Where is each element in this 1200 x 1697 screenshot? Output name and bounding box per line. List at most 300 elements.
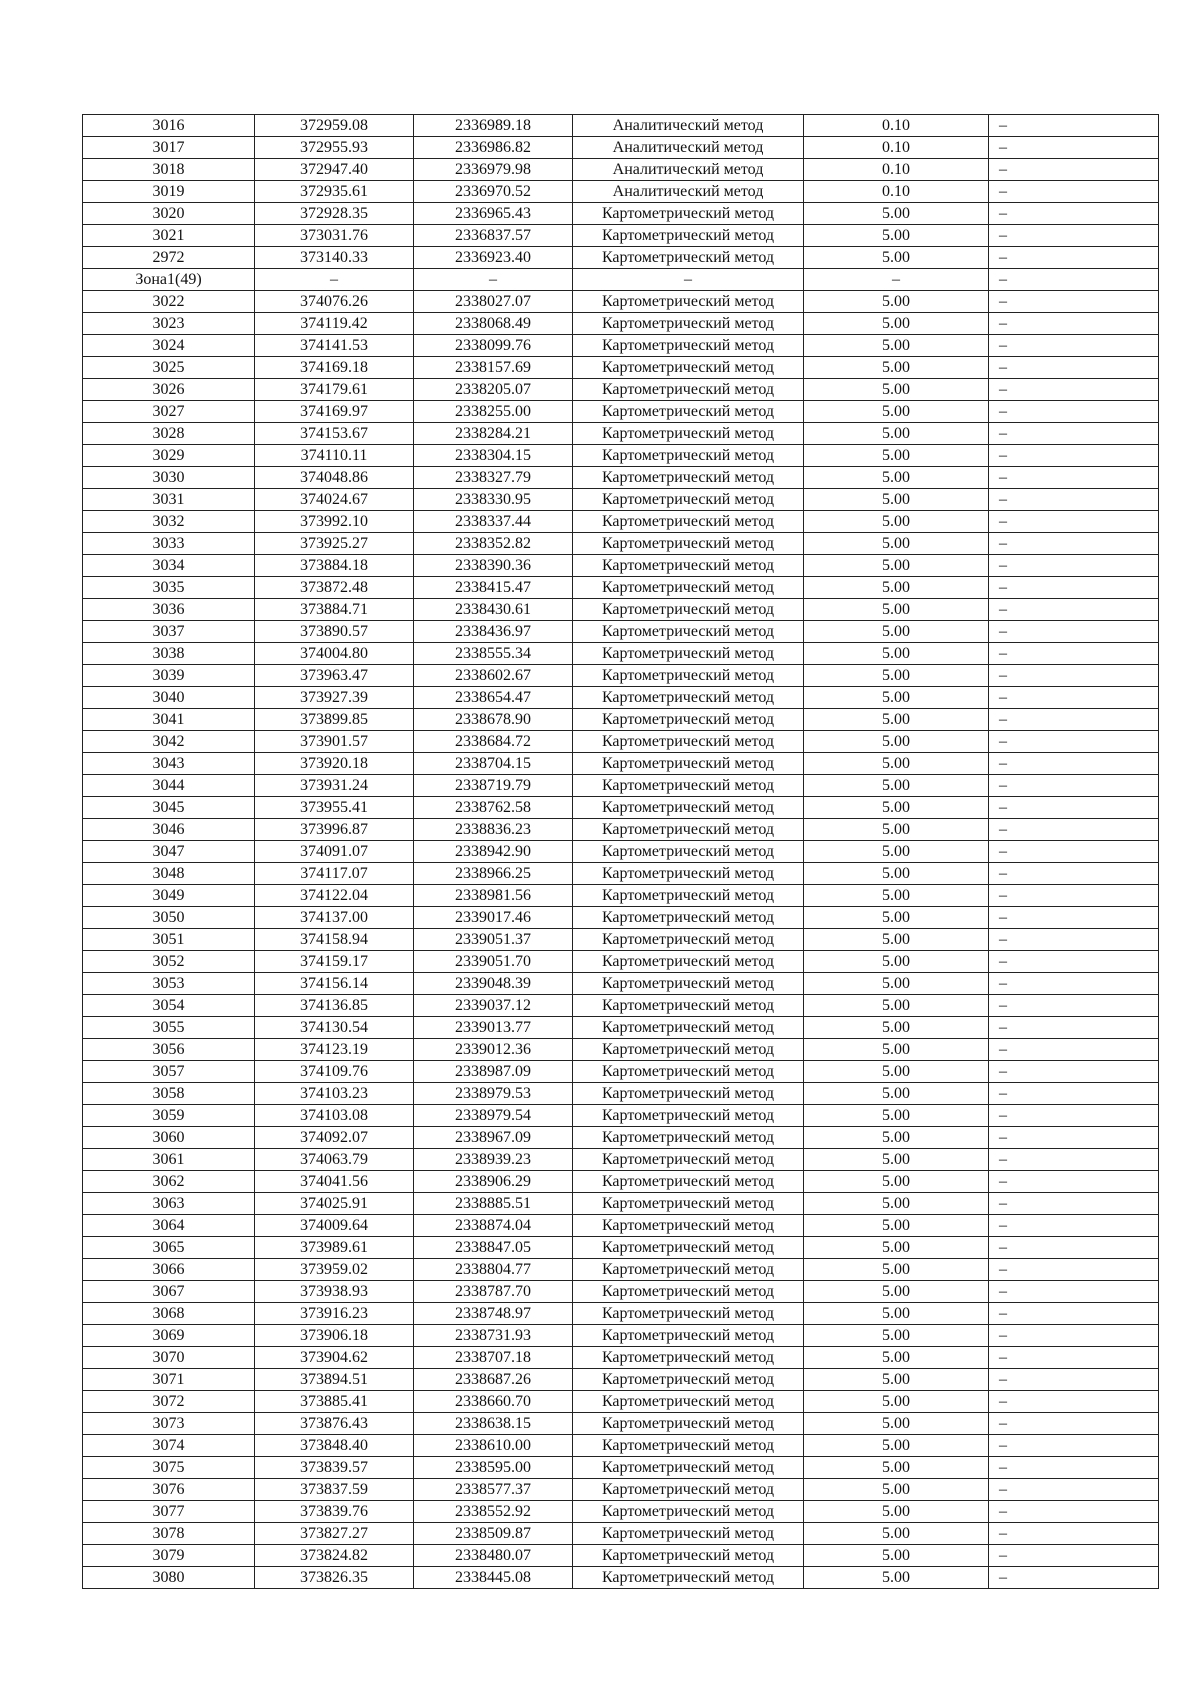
point-number-cell: 3040	[83, 687, 255, 709]
method-cell: Картометрический метод	[573, 1369, 804, 1391]
accuracy-cell: 5.00	[804, 885, 989, 907]
point-number-cell: 3044	[83, 775, 255, 797]
x-coordinate-cell: 373872.48	[255, 577, 414, 599]
note-cell: –	[989, 907, 1159, 929]
accuracy-cell: 5.00	[804, 863, 989, 885]
table-row	[83, 973, 1159, 995]
y-coordinate-cell: 2338687.26	[414, 1369, 573, 1391]
accuracy-cell: 5.00	[804, 291, 989, 313]
point-number-cell: 3025	[83, 357, 255, 379]
x-coordinate-cell: 373826.35	[255, 1567, 414, 1589]
x-coordinate-cell: 373140.33	[255, 247, 414, 269]
method-cell: Картометрический метод	[573, 401, 804, 423]
note-cell: –	[989, 709, 1159, 731]
accuracy-cell: 5.00	[804, 1237, 989, 1259]
accuracy-cell: 5.00	[804, 1127, 989, 1149]
point-number-cell: 3023	[83, 313, 255, 335]
table-row	[83, 1391, 1159, 1413]
point-number-cell: 3053	[83, 973, 255, 995]
note-cell: –	[989, 1105, 1159, 1127]
y-coordinate-cell: 2338577.37	[414, 1479, 573, 1501]
x-coordinate-cell: 373959.02	[255, 1259, 414, 1281]
x-coordinate-cell: 374130.54	[255, 1017, 414, 1039]
point-number-cell: 3070	[83, 1347, 255, 1369]
point-number-cell: 3080	[83, 1567, 255, 1589]
y-coordinate-cell: 2338967.09	[414, 1127, 573, 1149]
point-number-cell: 3058	[83, 1083, 255, 1105]
note-cell: –	[989, 291, 1159, 313]
method-cell: Аналитический метод	[573, 137, 804, 159]
note-cell: –	[989, 731, 1159, 753]
method-cell: Картометрический метод	[573, 1303, 804, 1325]
point-number-cell: 3030	[83, 467, 255, 489]
accuracy-cell: 5.00	[804, 1435, 989, 1457]
accuracy-cell: 5.00	[804, 489, 989, 511]
note-cell: –	[989, 247, 1159, 269]
method-cell: Картометрический метод	[573, 1457, 804, 1479]
table-row	[83, 1149, 1159, 1171]
y-coordinate-cell: 2338847.05	[414, 1237, 573, 1259]
x-coordinate-cell: 373839.76	[255, 1501, 414, 1523]
coordinates-table	[82, 114, 1159, 1589]
x-coordinate-cell: 372947.40	[255, 159, 414, 181]
method-cell: Картометрический метод	[573, 1127, 804, 1149]
note-cell: –	[989, 269, 1159, 291]
point-number-cell: 3068	[83, 1303, 255, 1325]
accuracy-cell: 5.00	[804, 1479, 989, 1501]
note-cell: –	[989, 753, 1159, 775]
y-coordinate-cell: 2338731.93	[414, 1325, 573, 1347]
x-coordinate-cell: 373890.57	[255, 621, 414, 643]
note-cell: –	[989, 1413, 1159, 1435]
table-row	[83, 401, 1159, 423]
table-row	[83, 313, 1159, 335]
method-cell: Картометрический метод	[573, 643, 804, 665]
method-cell: Картометрический метод	[573, 1325, 804, 1347]
accuracy-cell: 5.00	[804, 1149, 989, 1171]
point-number-cell: 3022	[83, 291, 255, 313]
accuracy-cell: 0.10	[804, 159, 989, 181]
note-cell: –	[989, 819, 1159, 841]
note-cell: –	[989, 995, 1159, 1017]
y-coordinate-cell: 2338966.25	[414, 863, 573, 885]
note-cell: –	[989, 467, 1159, 489]
note-cell: –	[989, 1567, 1159, 1589]
y-coordinate-cell: 2338027.07	[414, 291, 573, 313]
method-cell: Картометрический метод	[573, 1083, 804, 1105]
point-number-cell: 3026	[83, 379, 255, 401]
method-cell: Картометрический метод	[573, 577, 804, 599]
point-number-cell: 3027	[83, 401, 255, 423]
accuracy-cell: –	[804, 269, 989, 291]
accuracy-cell: 5.00	[804, 973, 989, 995]
y-coordinate-cell: 2338638.15	[414, 1413, 573, 1435]
x-coordinate-cell: 373904.62	[255, 1347, 414, 1369]
y-coordinate-cell: 2339051.70	[414, 951, 573, 973]
accuracy-cell: 5.00	[804, 819, 989, 841]
x-coordinate-cell: 373927.39	[255, 687, 414, 709]
method-cell: Картометрический метод	[573, 819, 804, 841]
x-coordinate-cell: 374136.85	[255, 995, 414, 1017]
note-cell: –	[989, 1347, 1159, 1369]
point-number-cell: 3052	[83, 951, 255, 973]
point-number-cell: 3071	[83, 1369, 255, 1391]
table-row	[83, 1303, 1159, 1325]
accuracy-cell: 5.00	[804, 1281, 989, 1303]
table-row	[83, 555, 1159, 577]
point-number-cell: 3020	[83, 203, 255, 225]
method-cell: Картометрический метод	[573, 1479, 804, 1501]
y-coordinate-cell: 2338719.79	[414, 775, 573, 797]
accuracy-cell: 5.00	[804, 731, 989, 753]
point-number-cell: 3043	[83, 753, 255, 775]
x-coordinate-cell: 373894.51	[255, 1369, 414, 1391]
accuracy-cell: 5.00	[804, 1391, 989, 1413]
point-number-cell: 3024	[83, 335, 255, 357]
note-cell: –	[989, 1369, 1159, 1391]
note-cell: –	[989, 1303, 1159, 1325]
table-row	[83, 709, 1159, 731]
y-coordinate-cell: 2338939.23	[414, 1149, 573, 1171]
point-number-cell: 3065	[83, 1237, 255, 1259]
note-cell: –	[989, 1193, 1159, 1215]
accuracy-cell: 5.00	[804, 1017, 989, 1039]
y-coordinate-cell: 2338836.23	[414, 819, 573, 841]
method-cell: Картометрический метод	[573, 357, 804, 379]
table-row	[83, 137, 1159, 159]
point-number-cell: 3051	[83, 929, 255, 951]
point-number-cell: Зона1(49)	[83, 269, 255, 291]
point-number-cell: 3017	[83, 137, 255, 159]
accuracy-cell: 5.00	[804, 203, 989, 225]
y-coordinate-cell: 2338099.76	[414, 335, 573, 357]
accuracy-cell: 5.00	[804, 1105, 989, 1127]
y-coordinate-cell: 2338415.47	[414, 577, 573, 599]
table-row	[83, 995, 1159, 1017]
point-number-cell: 3076	[83, 1479, 255, 1501]
table-row	[83, 291, 1159, 313]
x-coordinate-cell: 373827.27	[255, 1523, 414, 1545]
point-number-cell: 3079	[83, 1545, 255, 1567]
method-cell: Картометрический метод	[573, 951, 804, 973]
y-coordinate-cell: 2338352.82	[414, 533, 573, 555]
point-number-cell: 3069	[83, 1325, 255, 1347]
accuracy-cell: 5.00	[804, 445, 989, 467]
method-cell: Картометрический метод	[573, 423, 804, 445]
note-cell: –	[989, 1523, 1159, 1545]
method-cell: Картометрический метод	[573, 1171, 804, 1193]
method-cell: Картометрический метод	[573, 753, 804, 775]
note-cell: –	[989, 1457, 1159, 1479]
point-number-cell: 3033	[83, 533, 255, 555]
note-cell: –	[989, 643, 1159, 665]
x-coordinate-cell: 374103.23	[255, 1083, 414, 1105]
note-cell: –	[989, 225, 1159, 247]
y-coordinate-cell: 2338555.34	[414, 643, 573, 665]
accuracy-cell: 5.00	[804, 1303, 989, 1325]
point-number-cell: 3037	[83, 621, 255, 643]
y-coordinate-cell: 2338304.15	[414, 445, 573, 467]
accuracy-cell: 5.00	[804, 1457, 989, 1479]
note-cell: –	[989, 1391, 1159, 1413]
x-coordinate-cell: 373884.18	[255, 555, 414, 577]
method-cell: Картометрический метод	[573, 929, 804, 951]
note-cell: –	[989, 335, 1159, 357]
point-number-cell: 3060	[83, 1127, 255, 1149]
method-cell: Картометрический метод	[573, 555, 804, 577]
method-cell: Картометрический метод	[573, 1391, 804, 1413]
method-cell: Аналитический метод	[573, 159, 804, 181]
accuracy-cell: 5.00	[804, 841, 989, 863]
point-number-cell: 3056	[83, 1039, 255, 1061]
method-cell: Картометрический метод	[573, 907, 804, 929]
x-coordinate-cell: 374009.64	[255, 1215, 414, 1237]
x-coordinate-cell: 374179.61	[255, 379, 414, 401]
accuracy-cell: 5.00	[804, 555, 989, 577]
y-coordinate-cell: 2338602.67	[414, 665, 573, 687]
method-cell: Картометрический метод	[573, 511, 804, 533]
accuracy-cell: 5.00	[804, 1083, 989, 1105]
accuracy-cell: 5.00	[804, 929, 989, 951]
accuracy-cell: 5.00	[804, 907, 989, 929]
point-number-cell: 3039	[83, 665, 255, 687]
note-cell: –	[989, 1061, 1159, 1083]
table-row	[83, 1347, 1159, 1369]
table-row	[83, 599, 1159, 621]
y-coordinate-cell: 2338509.87	[414, 1523, 573, 1545]
note-cell: –	[989, 401, 1159, 423]
accuracy-cell: 5.00	[804, 1215, 989, 1237]
y-coordinate-cell: 2338660.70	[414, 1391, 573, 1413]
y-coordinate-cell: 2338390.36	[414, 555, 573, 577]
point-number-cell: 3038	[83, 643, 255, 665]
note-cell: –	[989, 775, 1159, 797]
method-cell: Картометрический метод	[573, 1105, 804, 1127]
table-row	[83, 1061, 1159, 1083]
accuracy-cell: 5.00	[804, 665, 989, 687]
accuracy-cell: 5.00	[804, 753, 989, 775]
y-coordinate-cell: 2338205.07	[414, 379, 573, 401]
table-row	[83, 1017, 1159, 1039]
table-row	[83, 247, 1159, 269]
table-row	[83, 885, 1159, 907]
table-row	[83, 1193, 1159, 1215]
y-coordinate-cell: 2338987.09	[414, 1061, 573, 1083]
x-coordinate-cell: 374025.91	[255, 1193, 414, 1215]
y-coordinate-cell: 2338595.00	[414, 1457, 573, 1479]
method-cell: Картометрический метод	[573, 775, 804, 797]
accuracy-cell: 5.00	[804, 313, 989, 335]
x-coordinate-cell: 372959.08	[255, 115, 414, 137]
accuracy-cell: 5.00	[804, 1347, 989, 1369]
x-coordinate-cell: 373884.71	[255, 599, 414, 621]
accuracy-cell: 5.00	[804, 621, 989, 643]
y-coordinate-cell: 2338330.95	[414, 489, 573, 511]
accuracy-cell: 5.00	[804, 643, 989, 665]
accuracy-cell: 5.00	[804, 995, 989, 1017]
x-coordinate-cell: 373885.41	[255, 1391, 414, 1413]
method-cell: Картометрический метод	[573, 687, 804, 709]
y-coordinate-cell: 2338552.92	[414, 1501, 573, 1523]
y-coordinate-cell: 2338979.54	[414, 1105, 573, 1127]
table-row	[83, 863, 1159, 885]
x-coordinate-cell: 374041.56	[255, 1171, 414, 1193]
y-coordinate-cell: 2338885.51	[414, 1193, 573, 1215]
table-row	[83, 731, 1159, 753]
y-coordinate-cell: –	[414, 269, 573, 291]
accuracy-cell: 0.10	[804, 115, 989, 137]
point-number-cell: 3063	[83, 1193, 255, 1215]
table-row	[83, 1435, 1159, 1457]
note-cell: –	[989, 1215, 1159, 1237]
point-number-cell: 3036	[83, 599, 255, 621]
accuracy-cell: 5.00	[804, 1171, 989, 1193]
note-cell: –	[989, 951, 1159, 973]
x-coordinate-cell: 374159.17	[255, 951, 414, 973]
x-coordinate-cell: 373906.18	[255, 1325, 414, 1347]
accuracy-cell: 5.00	[804, 379, 989, 401]
note-cell: –	[989, 489, 1159, 511]
x-coordinate-cell: 373938.93	[255, 1281, 414, 1303]
x-coordinate-cell: 373989.61	[255, 1237, 414, 1259]
method-cell: Картометрический метод	[573, 1259, 804, 1281]
x-coordinate-cell: 373839.57	[255, 1457, 414, 1479]
y-coordinate-cell: 2339051.37	[414, 929, 573, 951]
method-cell: Картометрический метод	[573, 1039, 804, 1061]
table-row	[83, 357, 1159, 379]
method-cell: Картометрический метод	[573, 841, 804, 863]
table-row	[83, 1413, 1159, 1435]
table-row	[83, 621, 1159, 643]
method-cell: Картометрический метод	[573, 225, 804, 247]
method-cell: Картометрический метод	[573, 599, 804, 621]
point-number-cell: 3042	[83, 731, 255, 753]
point-number-cell: 3046	[83, 819, 255, 841]
x-coordinate-cell: 372928.35	[255, 203, 414, 225]
accuracy-cell: 5.00	[804, 225, 989, 247]
note-cell: –	[989, 1435, 1159, 1457]
accuracy-cell: 5.00	[804, 533, 989, 555]
point-number-cell: 3031	[83, 489, 255, 511]
y-coordinate-cell: 2336979.98	[414, 159, 573, 181]
y-coordinate-cell: 2339013.77	[414, 1017, 573, 1039]
point-number-cell: 3062	[83, 1171, 255, 1193]
point-number-cell: 3064	[83, 1215, 255, 1237]
point-number-cell: 3050	[83, 907, 255, 929]
note-cell: –	[989, 1083, 1159, 1105]
table-row	[83, 1501, 1159, 1523]
note-cell: –	[989, 357, 1159, 379]
x-coordinate-cell: 373931.24	[255, 775, 414, 797]
point-number-cell: 3057	[83, 1061, 255, 1083]
y-coordinate-cell: 2339048.39	[414, 973, 573, 995]
point-number-cell: 3032	[83, 511, 255, 533]
note-cell: –	[989, 313, 1159, 335]
method-cell: Картометрический метод	[573, 1215, 804, 1237]
table-row	[83, 929, 1159, 951]
table-row	[83, 115, 1159, 137]
method-cell: Картометрический метод	[573, 203, 804, 225]
y-coordinate-cell: 2338430.61	[414, 599, 573, 621]
method-cell: Картометрический метод	[573, 467, 804, 489]
note-cell: –	[989, 1479, 1159, 1501]
x-coordinate-cell: 373848.40	[255, 1435, 414, 1457]
table-row	[83, 577, 1159, 599]
y-coordinate-cell: 2338707.18	[414, 1347, 573, 1369]
accuracy-cell: 5.00	[804, 577, 989, 599]
x-coordinate-cell: 372935.61	[255, 181, 414, 203]
y-coordinate-cell: 2336923.40	[414, 247, 573, 269]
accuracy-cell: 5.00	[804, 1545, 989, 1567]
point-number-cell: 3034	[83, 555, 255, 577]
accuracy-cell: 5.00	[804, 797, 989, 819]
point-number-cell: 3066	[83, 1259, 255, 1281]
table-row	[83, 1127, 1159, 1149]
y-coordinate-cell: 2338480.07	[414, 1545, 573, 1567]
point-number-cell: 3059	[83, 1105, 255, 1127]
note-cell: –	[989, 1545, 1159, 1567]
accuracy-cell: 5.00	[804, 1039, 989, 1061]
method-cell: –	[573, 269, 804, 291]
y-coordinate-cell: 2336965.43	[414, 203, 573, 225]
accuracy-cell: 5.00	[804, 1413, 989, 1435]
y-coordinate-cell: 2338874.04	[414, 1215, 573, 1237]
note-cell: –	[989, 533, 1159, 555]
note-cell: –	[989, 687, 1159, 709]
table-row	[83, 797, 1159, 819]
point-number-cell: 3048	[83, 863, 255, 885]
table-row	[83, 775, 1159, 797]
y-coordinate-cell: 2338284.21	[414, 423, 573, 445]
note-cell: –	[989, 181, 1159, 203]
note-cell: –	[989, 1171, 1159, 1193]
coordinates-table-body	[83, 115, 1159, 1589]
x-coordinate-cell: 374048.86	[255, 467, 414, 489]
accuracy-cell: 5.00	[804, 1567, 989, 1589]
x-coordinate-cell: 373955.41	[255, 797, 414, 819]
method-cell: Картометрический метод	[573, 313, 804, 335]
method-cell: Картометрический метод	[573, 1281, 804, 1303]
x-coordinate-cell: 374137.00	[255, 907, 414, 929]
table-row	[83, 159, 1159, 181]
x-coordinate-cell: 374123.19	[255, 1039, 414, 1061]
note-cell: –	[989, 1281, 1159, 1303]
method-cell: Картометрический метод	[573, 1237, 804, 1259]
accuracy-cell: 5.00	[804, 951, 989, 973]
table-row	[83, 1369, 1159, 1391]
x-coordinate-cell: 373876.43	[255, 1413, 414, 1435]
note-cell: –	[989, 841, 1159, 863]
method-cell: Картометрический метод	[573, 1017, 804, 1039]
point-number-cell: 3067	[83, 1281, 255, 1303]
accuracy-cell: 5.00	[804, 1193, 989, 1215]
y-coordinate-cell: 2338068.49	[414, 313, 573, 335]
y-coordinate-cell: 2338654.47	[414, 687, 573, 709]
table-row	[83, 467, 1159, 489]
table-row	[83, 1171, 1159, 1193]
accuracy-cell: 5.00	[804, 401, 989, 423]
x-coordinate-cell: 374169.18	[255, 357, 414, 379]
method-cell: Картометрический метод	[573, 291, 804, 313]
x-coordinate-cell: 374119.42	[255, 313, 414, 335]
y-coordinate-cell: 2336970.52	[414, 181, 573, 203]
accuracy-cell: 5.00	[804, 423, 989, 445]
note-cell: –	[989, 379, 1159, 401]
x-coordinate-cell: 373031.76	[255, 225, 414, 247]
x-coordinate-cell: 373899.85	[255, 709, 414, 731]
accuracy-cell: 5.00	[804, 335, 989, 357]
x-coordinate-cell: 374110.11	[255, 445, 414, 467]
